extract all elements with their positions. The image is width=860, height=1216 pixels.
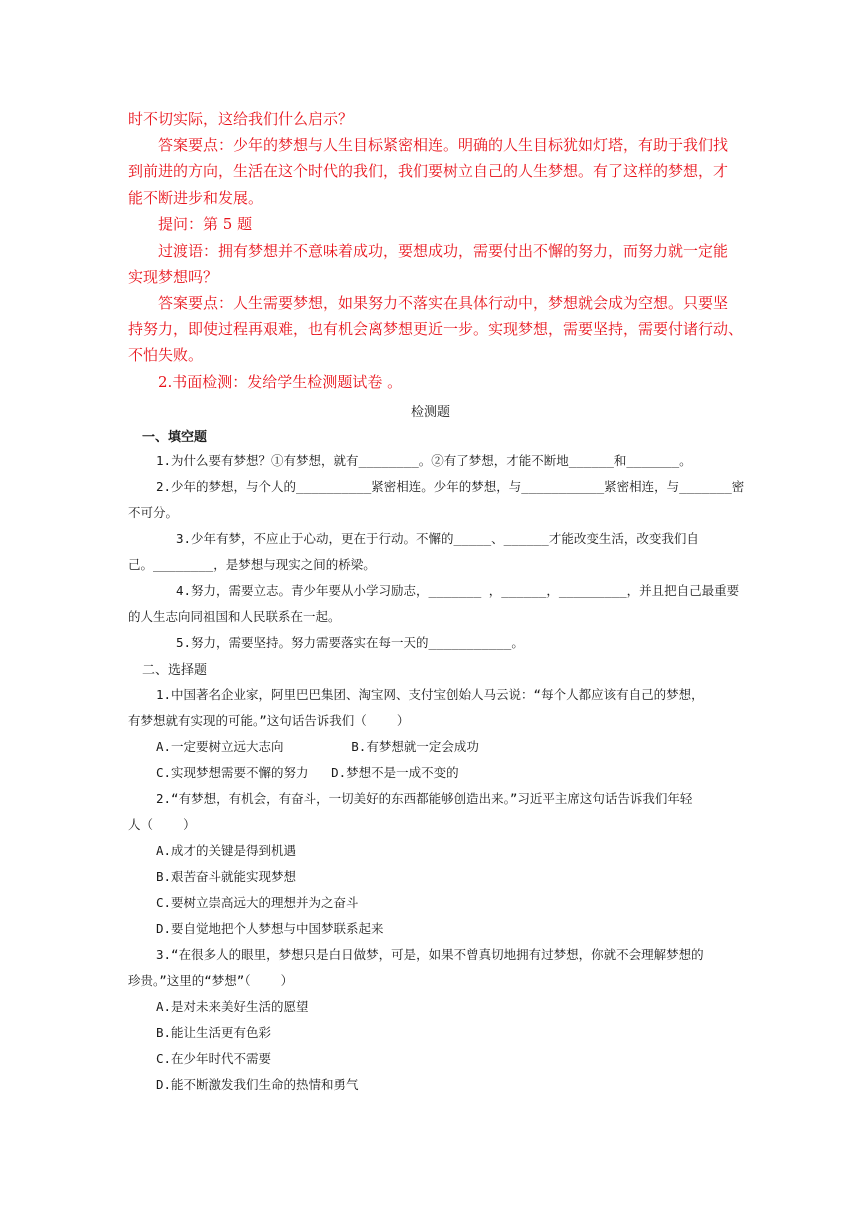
transition-line-2: 实现梦想吗？	[128, 268, 219, 286]
answer-key-2-line-3: 不怕失败。	[128, 346, 204, 364]
choice-question-3-option-a: A.是对未来美好生活的愿望	[156, 999, 309, 1014]
choice-question-3-option-c: C.在少年时代不需要	[156, 1051, 272, 1066]
choice-question-3-option-d: D.能不断激发我们生命的热情和勇气	[156, 1077, 359, 1092]
written-test-instruction: 2.书面检测：发给学生检测题试卷 。	[158, 373, 403, 391]
continued-question-line: 时不切实际，这给我们什么启示？	[128, 110, 354, 128]
fill-question-2-line-2: 不可分。	[128, 505, 179, 520]
exam-title: 检测题	[411, 405, 451, 420]
answer-key-2-line-1: 答案要点：人生需要梦想，如果努力不落实在具体行动中，梦想就会成为空想。只要坚	[158, 294, 729, 312]
choice-question-1-line-1: 1.中国著名企业家，阿里巴巴集团、淘宝网、支付宝创始人马云说：“每个人都应该有自己的梦想，	[156, 687, 704, 702]
choice-question-1-options-cd: C.实现梦想需要不懈的努力 D.梦想不是一成不变的	[156, 765, 459, 780]
section-fill-in-blank-heading: 一、填空题	[142, 430, 208, 445]
choice-question-2-option-d: D.要自觉地把个人梦想与中国梦联系起来	[156, 921, 384, 936]
choice-question-2-line-1: 2.“有梦想，有机会，有奋斗，一切美好的东西都能够创造出来。”习近平主席这句话告诉我们年轻	[156, 791, 693, 806]
choice-question-3-line-2: 珍贵。”这里的“梦想”（ ）	[128, 973, 294, 988]
fill-question-3-line-2: 己。________，是梦想与现实之间的桥梁。	[128, 557, 376, 572]
answer-key-2-line-2: 持努力，即使过程再艰难，也有机会离梦想更近一步。实现梦想，需要坚持，需要付诸行动、	[128, 320, 744, 338]
choice-question-3-option-b: B.能让生活更有色彩	[156, 1025, 272, 1040]
choice-question-2-line-2: 人（ ）	[128, 817, 196, 832]
choice-question-1-line-2: 有梦想就有实现的可能。”这句话告诉我们（ ）	[128, 713, 410, 728]
answer-key-1-line-2: 到前进的方向，生活在这个时代的我们，我们要树立自己的人生梦想。有了这样的梦想，才	[128, 162, 729, 180]
transition-line-1: 过渡语：拥有梦想并不意味着成功，要想成功，需要付出不懈的努力，而努力就一定能	[158, 242, 729, 260]
fill-question-4-line-1: 4.努力，需要立志。青少年要从小学习励志，_______ ，______，_________，并且把自己最重要	[176, 583, 740, 598]
choice-question-2-option-c: C.要树立崇高远大的理想并为之奋斗	[156, 895, 359, 910]
fill-question-5: 5.努力，需要坚持。努力需要落实在每一天的___________。	[176, 635, 524, 650]
fill-question-3-line-1: 3.少年有梦，不应止于心动，更在于行动。不懈的_____、______才能改变生活，改变我们自	[176, 531, 699, 546]
choice-question-1-options-ab: A.一定要树立远大志向 B.有梦想就一定会成功	[156, 739, 479, 754]
choice-question-2-option-b: B.艰苦奋斗就能实现梦想	[156, 869, 297, 884]
fill-question-2-line-1: 2.少年的梦想，与个人的__________紧密相连。少年的梦想，与___________紧密相连，与_______密	[156, 479, 745, 494]
answer-key-1-line-1: 答案要点：少年的梦想与人生目标紧密相连。明确的人生目标犹如灯塔，有助于我们找	[158, 136, 729, 154]
fill-question-4-line-2: 的人生志向同祖国和人民联系在一起。	[128, 609, 341, 624]
answer-key-1-line-3: 能不断进步和发展。	[128, 189, 264, 207]
choice-question-2-option-a: A.成才的关键是得到机遇	[156, 843, 297, 858]
choice-question-3-line-1: 3.“在很多人的眼里，梦想只是白日做梦，可是，如果不曾真切地拥有过梦想，你就不会理解梦想的	[156, 947, 704, 962]
question-reference: 提问：第 5 题	[158, 215, 253, 233]
fill-question-1: 1.为什么要有梦想？①有梦想，就有________。②有了梦想，才能不断地______和_______。	[156, 453, 692, 468]
section-multiple-choice-heading: 二、选择题	[142, 663, 208, 678]
